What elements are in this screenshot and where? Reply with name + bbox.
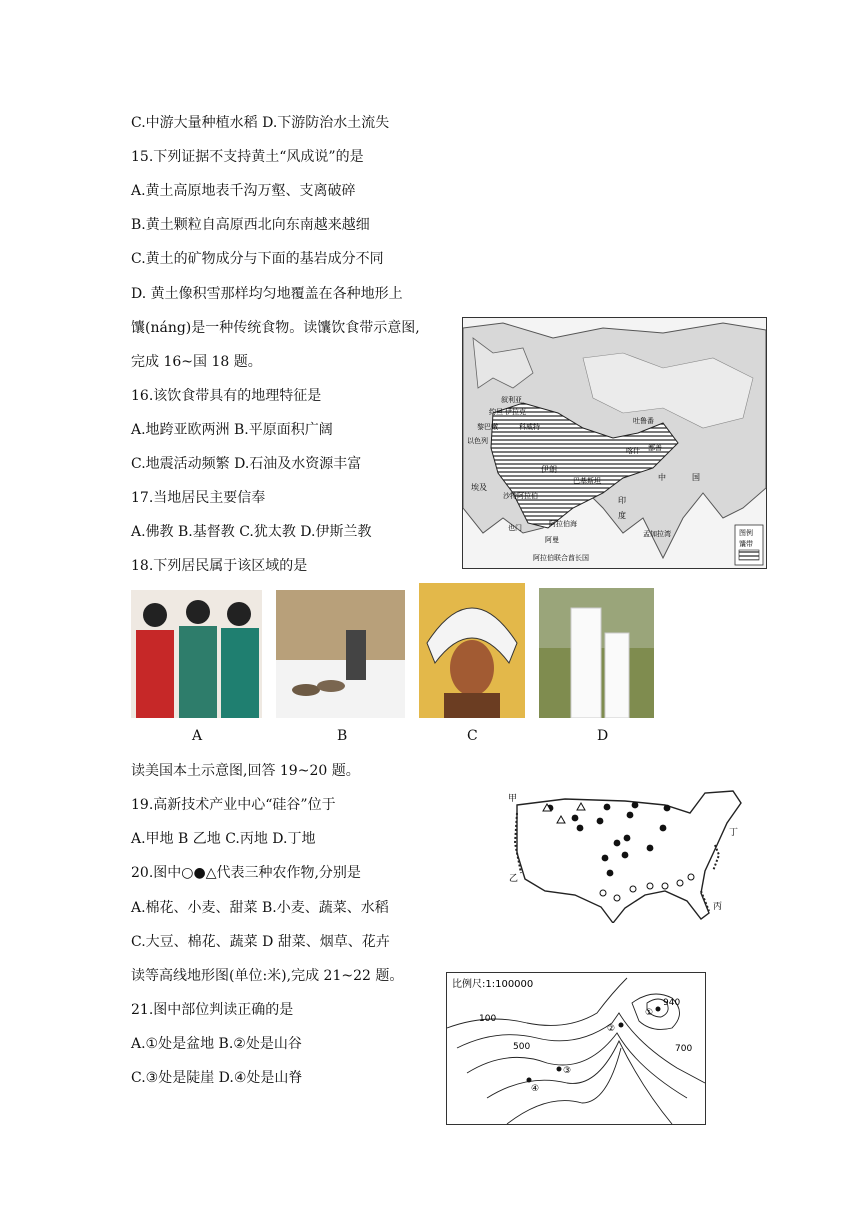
photo-kimono-women (131, 590, 262, 718)
map-label: 阿曼 (545, 536, 559, 544)
usa-map (505, 783, 745, 923)
map-label: 约旦 (489, 408, 503, 416)
contour-map (446, 972, 706, 1125)
question-18: 18.下列居民属于该区域的是 (131, 558, 308, 574)
map-label: 伊拉克 (505, 408, 526, 416)
legend-swatch (739, 550, 759, 560)
question-17: 17.当地居民主要信奉 (131, 490, 266, 506)
passage-intro: 馕(náng)是一种传统食物。读馕饮食带示意图, (131, 320, 420, 336)
option-line: C.中游大量种植水稻 D.下游防治水土流失 (131, 115, 390, 131)
map-label: 中 (658, 473, 666, 482)
map-label: 以色列 (467, 437, 488, 445)
map-label: 沙特阿拉伯 (503, 492, 538, 500)
point-4: ④ (531, 1084, 540, 1094)
usa-label-yi: 乙 (509, 874, 519, 884)
question-16: 16.该饮食带具有的地理特征是 (131, 388, 322, 404)
naang-belt-map (462, 317, 767, 569)
usa-label-ding: 丁 (729, 828, 739, 838)
map-label: 阿拉伯海 (549, 520, 577, 528)
contour-label: 500 (513, 1042, 531, 1052)
contour-label: 100 (479, 1014, 497, 1024)
peak-elevation: 940 (663, 998, 681, 1008)
legend-item: 馕带 (739, 540, 753, 548)
passage-intro: 读美国本土示意图,回答 19~20 题。 (131, 763, 360, 779)
option-line: D. 黄土像积雪那样均匀地覆盖在各种地形上 (131, 286, 403, 302)
point-3: ③ (563, 1066, 572, 1076)
option-line: A.佛教 B.基督教 C.犹太教 D.伊斯兰教 (131, 524, 372, 540)
question-21: 21.图中部位判读正确的是 (131, 1002, 294, 1018)
option-line: C.黄土的矿物成分与下面的基岩成分不同 (131, 251, 384, 267)
option-line: C.③处是陡崖 D.④处是山脊 (131, 1070, 303, 1086)
option-line: A.①处是盆地 B.②处是山谷 (131, 1036, 302, 1052)
map-label: 巴基斯坦 (573, 477, 601, 485)
option-line: B.黄土颗粒自高原西北向东南越来越细 (131, 217, 370, 233)
option-line: A.地跨亚欧两洲 B.平原面积广阔 (131, 422, 333, 438)
map-label: 度 (618, 511, 626, 520)
question-15: 15.下列证据不支持黄土“风成说”的是 (131, 149, 364, 165)
point-1: ① (645, 1008, 654, 1018)
map-label: 伊朗 (541, 465, 557, 474)
option-line: C.地震活动频繁 D.石油及水资源丰富 (131, 456, 362, 472)
photo-dog-sled (276, 590, 405, 718)
point-2: ② (607, 1024, 616, 1034)
photo-arab-men (539, 588, 654, 718)
map-label: 印 (618, 496, 626, 505)
option-line: A.甲地 B 乙地 C.丙地 D.丁地 (131, 831, 316, 847)
question-20: 20.图中○●△代表三种农作物,分别是 (131, 865, 361, 881)
option-line: A.棉花、小麦、甜菜 B.小麦、蔬菜、水稻 (131, 900, 389, 916)
photo-label-b: B (337, 728, 348, 744)
usa-label-jia: 甲 (508, 794, 518, 804)
map-label: 科威特 (519, 423, 540, 431)
map-label: 孟加拉湾 (643, 530, 671, 538)
map-label: 国 (692, 473, 700, 482)
contour-label: 700 (675, 1044, 693, 1054)
map-label: 也门 (508, 524, 522, 532)
question-19: 19.高新技术产业中心“硅谷”位于 (131, 797, 336, 813)
photo-label-a: A (192, 728, 203, 744)
usa-label-bing: 丙 (713, 902, 723, 912)
photo-label-c: C (467, 728, 478, 744)
passage-intro: 完成 16~国 18 题。 (131, 354, 262, 370)
map-label: 鄯善 (648, 444, 662, 452)
map-label: 吐鲁番 (633, 417, 654, 425)
photo-native-chief (419, 583, 525, 718)
map-label: 叙利亚 (501, 396, 522, 404)
option-line: C.大豆、棉花、蔬菜 D 甜菜、烟草、花卉 (131, 934, 390, 950)
passage-intro: 读等高线地形图(单位:米),完成 21~22 题。 (131, 968, 404, 984)
option-line: A.黄土高原地表千沟万壑、支离破碎 (131, 183, 356, 199)
map-label: 喀什 (626, 447, 640, 455)
photo-label-d: D (597, 728, 609, 744)
legend-title: 图例 (739, 529, 753, 537)
map-label: 阿拉伯联合酋长国 (533, 554, 589, 562)
scale-label: 比例尺:1:100000 (452, 979, 534, 990)
map-label: 黎巴嫩 (477, 423, 498, 431)
map-label: 埃及 (471, 483, 487, 492)
